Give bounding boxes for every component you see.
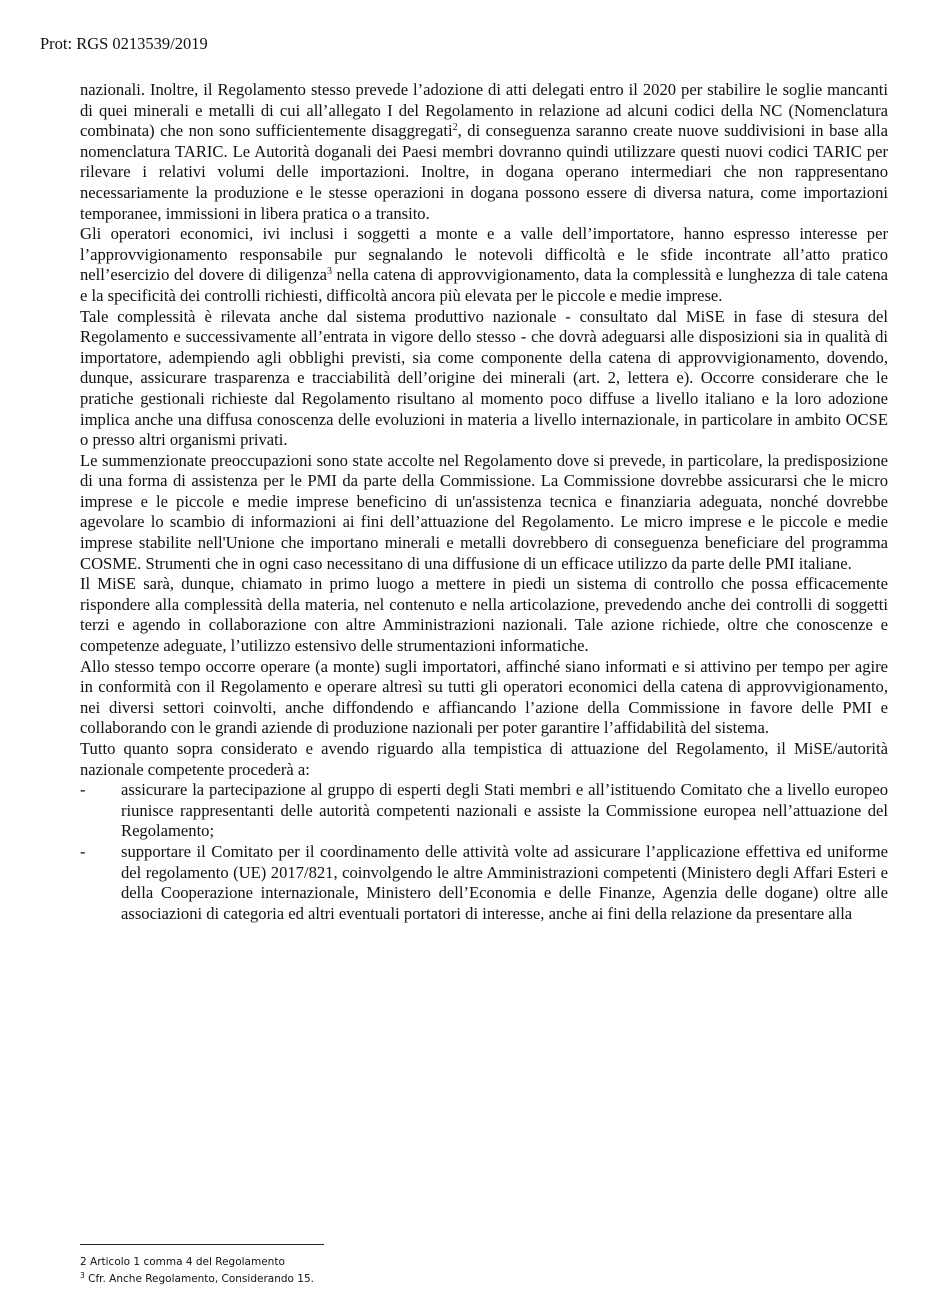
list-item [80,780,888,842]
paragraph-1 [80,80,888,224]
paragraph-2 [80,224,888,306]
paragraph-text: nella catena di approvvigionamento, data la complessità e lunghezza di tale catena e la specificità dei controlli richiesti, difficoltà ancora più elevata per le piccole e medie imprese. [80,265,888,305]
paragraph-text: Tale complessità è rilevata anche dal sistema produttivo nazionale - consultato dal MiSE in fase di stesura del Regolamento e successivamente all’entrata in vigore dello stesso - che dovrà adeguarsi alle disposizioni sia in qualità di importatore, adempiendo agli obblighi previsti, sia come componente della catena di approvvigionamento, dovendo, dunque, assicurare trasparenza e tracciabilità dell’origine dei minerali (art. 2, lettera e). Occorre considerare che le pratiche gestionali richieste dal Regolamento risultano al momento poco diffuse a livello italiano e la loro adozione implica anche una diffusa conoscenza delle evoluzioni in materia a livello internazionale, in particolare in ambito OCSE o presso altri organismi privati. [80,306,888,450]
list-bullet: - [80,841,86,861]
document-body [80,80,888,924]
paragraph-text: Il MiSE sarà, dunque, chiamato in primo luogo a mettere in piedi un sistema di controllo che possa efficacemente rispondere alla complessità della materia, nel contenuto e nella articolazione, prevedendo anche dei controlli di soggetti terzi e agendo in collaborazione con altre Amministrazioni nazionali. Tale azione richiede, oltre che conoscenze e competenze adeguate, l’utilizzo estensivo delle strumentazioni informatiche. [80,574,888,656]
footnote-3 [80,1271,314,1288]
paragraph-3 [80,307,888,451]
list-item-text: assicurare la partecipazione al gruppo di esperti degli Stati membri e all’istituendo Comitato che a livello europeo riunisce rappresentanti delle autorità competenti nazionali e assiste la Commissione europea nell’attuazione del Regolamento; [121,780,888,841]
paragraph-5 [80,574,888,656]
action-list [80,780,888,924]
protocol-number: Prot: RGS 0213539/2019 [40,34,208,53]
list-item-text: supportare il Comitato per il coordinamento delle attività volte ad assicurare l’applicazione effettiva ed uniforme del regolamento (UE) 2017/821, coinvolgendo le altre Amministrazioni competenti (Ministero degli Affari Esteri e della Cooperazione internazionale, Ministero dell’Economia e delle Finanze, Agenzia delle dogane) oltre alle associazioni di categoria ed altri eventuali portatori di interesse, anche ai fini della relazione da presentare alla [121,841,888,923]
footnote-ref: 3 [326,266,332,278]
footnote-marker: 3 [80,1271,85,1280]
footnote-text: Cfr. Anche Regolamento, Considerando 15. [84,1273,314,1285]
paragraph-text: nazionali. Inoltre, il Regolamento stesso prevede l’adozione di atti delegati entro il 2020 per stabilire le soglie mancanti di quei minerali e metalli di cui all’allegato I del Regolamento in relazione ad alcuni codici della NC (Nomenclatura combinata) che non sono sufficientemente disaggregati [80,80,888,141]
paragraph-text: Tutto quanto sopra considerato e avendo riguardo alla tempistica di attuazione del Regolamento, il MiSE/autorità nazionale competente procederà a: [80,739,888,779]
paragraph-text: Gli operatori economici, ivi inclusi i soggetti a monte e a valle dell’importatore, hanno espresso interesse per l’approvvigionamento responsabile pur segnalando le notevoli difficoltà e le sfide incontrate all’atto pratico nell’esercizio del dovere di diligenza [80,224,888,285]
paragraph-text: Allo stesso tempo occorre operare (a monte) sugli importatori, affinché siano informati e si attivino per tempo per agire in conformità con il Regolamento e operare altresì su tutti gli operatori economici della catena di approvvigionamento, nei diversi settori coinvolti, anche diffondendo e affiancando l’azione della Commissione in favore delle PMI e collaborando con le grandi aziende di produzione nazionali per poter garantire l’affidabilità del sistema. [80,656,888,738]
list-item [80,842,888,924]
footnote-separator [80,1244,324,1245]
footnote-text: 2 Articolo 1 comma 4 del Regolamento [80,1256,285,1268]
list-bullet: - [80,780,86,800]
paragraph-4 [80,451,888,575]
paragraph-text: , di conseguenza saranno create nuove suddivisioni in base alla nomenclatura TARIC. Le Autorità doganali dei Paesi membri dovranno quindi utilizzare questi nuovi codici TARIC per rilevare i relativi volumi delle importazioni. Inoltre, in dogana operano intermediari che non rappresentano necessariamente la produzione e le stesse operazioni in dogana possono essere di diversa natura, come importazioni temporanee, immissioni in libera pratica o a transito. [80,121,888,223]
footnote-2 [80,1254,314,1271]
paragraph-6 [80,657,888,739]
paragraph-text: Le summenzionate preoccupazioni sono state accolte nel Regolamento dove si prevede, in particolare, la predisposizione di una forma di assistenza per le PMI da parte della Commissione. La Commissione dovrebbe assicurarsi che le micro imprese e le piccole e medie imprese beneficino di un'assistenza tecnica e finanziaria adeguata, nonché dovrebbe agevolare lo scambio di informazioni ai fini dell’attuazione del Regolamento. Le micro imprese e le piccole e medie imprese stabilite nell'Unione che importano minerali e metalli dovrebbero di conseguenza beneficiare del programma COSME. Strumenti che in ogni caso necessitano di una diffusione di un efficace utilizzo da parte delle PMI italiane. [80,450,888,573]
paragraph-7 [80,739,888,780]
footnotes [80,1254,314,1288]
footnote-ref: 2 [452,122,458,134]
